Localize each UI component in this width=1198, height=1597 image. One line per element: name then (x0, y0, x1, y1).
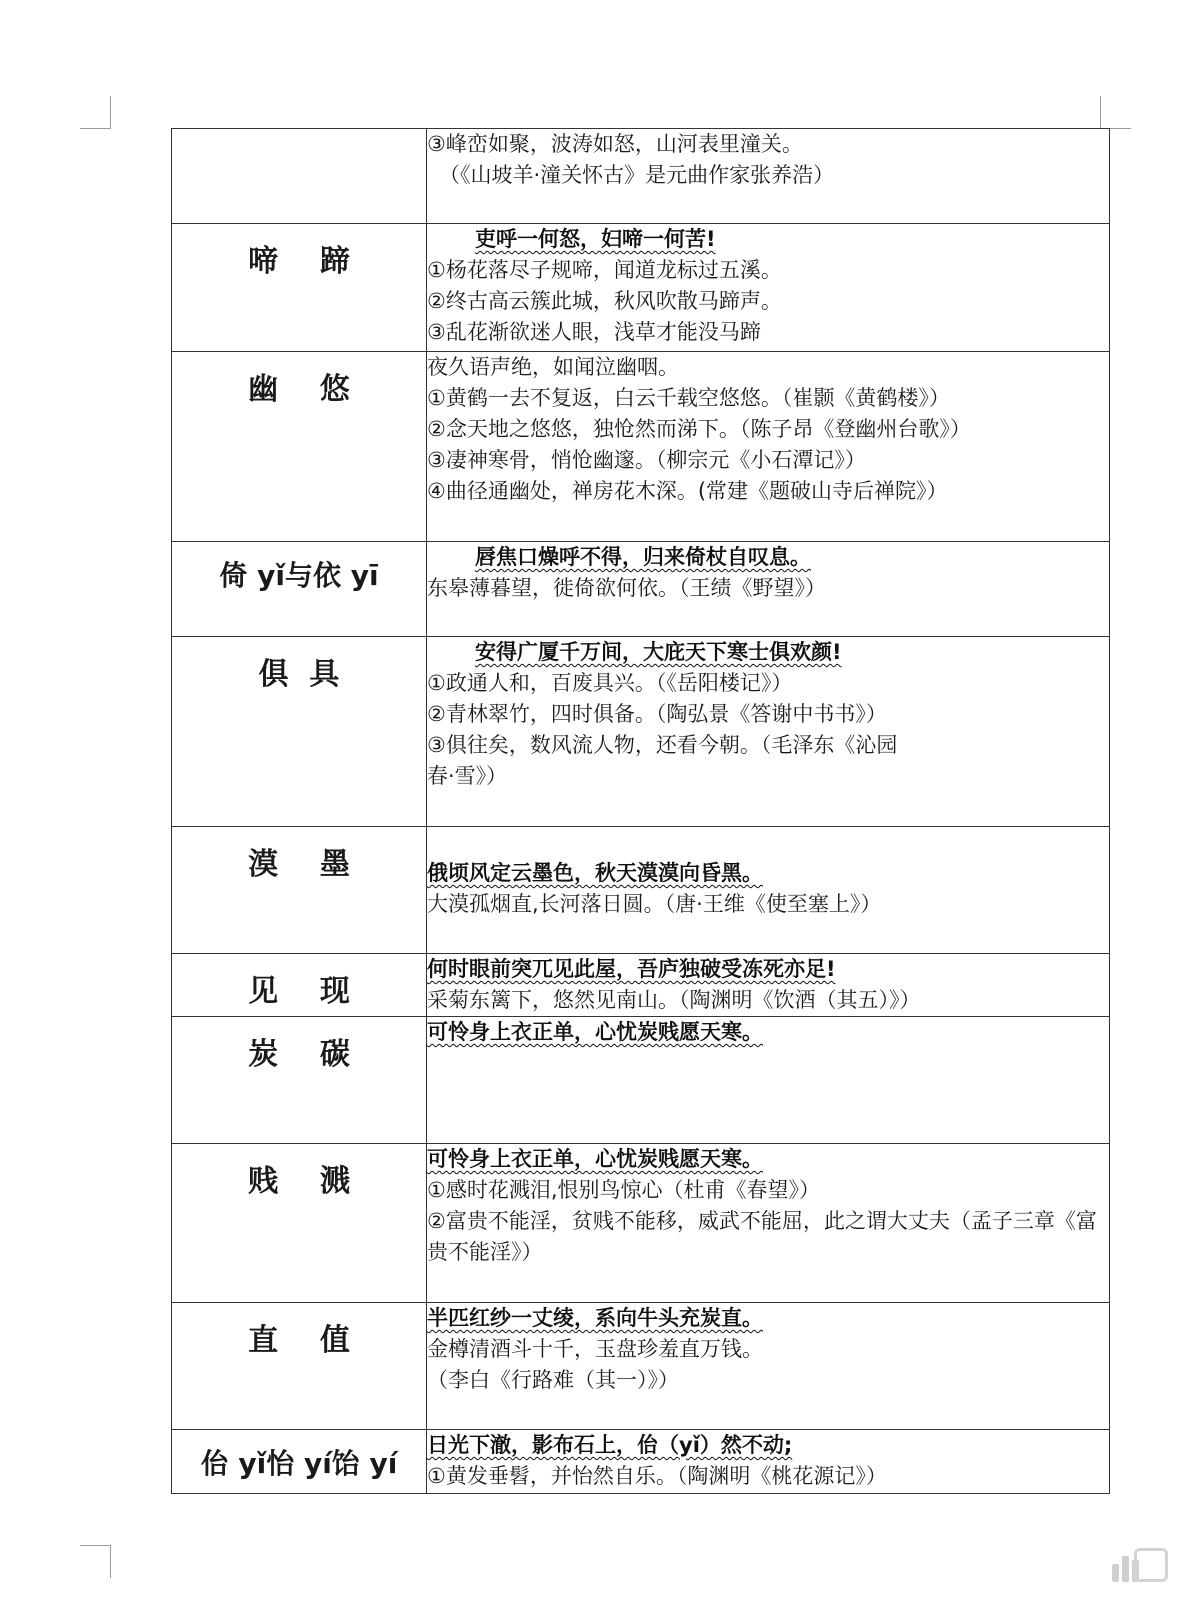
example-line: 金樽清酒斗十千，玉盘珍羞直万钱。 (427, 1337, 763, 1361)
key-sentence: 何时眼前突兀见此屋，吾庐独破受冻死亦足! (427, 957, 836, 981)
key-sentence: 吏呼一何怒，妇啼一何苦! (475, 227, 716, 251)
key-sentence: 安得广厦千万间，大庇天下寒士俱欢颜! (475, 640, 842, 664)
spacer-line (427, 827, 1109, 858)
example-cell (427, 352, 1110, 542)
example-line: （李白《行路难（其一）》） (427, 1368, 679, 1392)
example-line: ③峰峦如聚，波涛如怒，山河表里潼关。 (427, 132, 803, 156)
example-line: ③乱花渐欲迷人眼，浅草才能没马蹄 (427, 320, 761, 344)
key-sentence: 可怜身上衣正单，心忧炭贱愿天寒。 (427, 1147, 763, 1171)
example-line: ①杨花落尽子规啼，闻道龙标过五溪。 (427, 258, 782, 282)
example-line: ②念天地之悠悠，独怆然而涕下。（陈子昂《登幽州台歌》） (427, 417, 971, 441)
term-cell (172, 224, 427, 352)
term-label (172, 129, 426, 141)
example-line: ②终古高云簇此城，秋风吹散马蹄声。 (427, 289, 782, 313)
table-row (172, 1017, 1110, 1144)
table-row (172, 827, 1110, 954)
table-row (172, 1144, 1110, 1303)
example-line: 夜久语声绝，如闻泣幽咽。 (427, 355, 679, 379)
example-line: （《山坡羊·潼关怀古》是元曲作家张养浩） (439, 163, 835, 187)
table-row (172, 1430, 1110, 1494)
example-line: ④曲径通幽处，禅房花木深。(常建《题破山寺后禅院》） (427, 479, 948, 503)
watermark-logo-icon (1112, 1540, 1168, 1588)
term-label: 俱 具 (258, 657, 340, 692)
term-label: 幽 悠 (248, 372, 350, 407)
crop-mark-bottom-left (80, 1545, 111, 1578)
term-cell (172, 129, 427, 224)
example-cell (427, 542, 1110, 637)
example-line: ③俱往矣，数风流人物，还看今朝。（毛泽东《沁园 (427, 733, 898, 757)
term-cell (172, 1303, 427, 1430)
term-cell (172, 542, 427, 637)
example-cell (427, 1017, 1110, 1144)
example-line: 东皋薄暮望，徙倚欲何依。（王绩《野望》） (427, 576, 826, 600)
vocabulary-table (171, 128, 1110, 1494)
table-row (172, 352, 1110, 542)
key-sentence: 俄顷风定云墨色，秋天漠漠向昏黑。 (427, 861, 763, 885)
key-sentence: 唇焦口燥呼不得，归来倚杖自叹息。 (475, 545, 811, 569)
table-row (172, 637, 1110, 827)
example-cell (427, 1303, 1110, 1430)
term-label: 倚 yǐ与依 yī (219, 559, 379, 592)
table-row (172, 954, 1110, 1017)
example-line: ①政通人和，百废具兴。（《岳阳楼记》） (427, 671, 793, 695)
term-label: 啼 蹄 (248, 244, 350, 279)
example-cell (427, 1430, 1110, 1494)
example-line: 大漠孤烟直,长河落日圆。（唐·王维《使至塞上》） (427, 892, 882, 916)
term-label: 佁 yǐ怡 yí饴 yí (200, 1447, 398, 1480)
table-row (172, 224, 1110, 352)
table-row (172, 129, 1110, 224)
term-cell (172, 637, 427, 827)
example-cell (427, 129, 1110, 224)
example-cell (427, 637, 1110, 827)
key-sentence: 日光下澈，影布石上，佁（yǐ）然不动; (427, 1433, 793, 1457)
crop-mark-top-right (1100, 96, 1131, 129)
term-cell (172, 1144, 427, 1303)
example-line: ①黄发垂髫，并怡然自乐。（陶渊明《桃花源记》） (427, 1464, 887, 1488)
term-label: 漠 墨 (248, 847, 350, 882)
table-row (172, 1303, 1110, 1430)
example-cell (427, 954, 1110, 1017)
term-cell (172, 954, 427, 1017)
term-label: 见 现 (248, 974, 350, 1009)
crop-mark-top-left (80, 96, 111, 129)
term-label: 直 值 (248, 1323, 350, 1358)
key-sentence: 半匹红纱一丈绫，系向牛头充炭直。 (427, 1306, 763, 1330)
example-cell (427, 827, 1110, 954)
example-cell (427, 224, 1110, 352)
example-cell (427, 1144, 1110, 1303)
term-label: 贱 溅 (248, 1164, 350, 1199)
example-line: ②青林翠竹，四时俱备。（陶弘景《答谢中书书》） (427, 702, 887, 726)
term-label: 炭 碳 (248, 1037, 350, 1072)
term-cell (172, 1017, 427, 1144)
term-cell (172, 352, 427, 542)
term-cell (172, 827, 427, 954)
term-cell (172, 1430, 427, 1494)
example-line: ②富贵不能淫，贫贱不能移，威武不能屈，此之谓大丈夫（孟子三章《富贵不能淫》） (427, 1209, 1097, 1264)
example-line: ①感时花溅泪,恨别鸟惊心（杜甫《春望》） (427, 1178, 820, 1202)
example-line: 春·雪》） (427, 764, 508, 788)
table-row (172, 542, 1110, 637)
key-sentence: 可怜身上衣正单，心忧炭贱愿天寒。 (427, 1020, 763, 1044)
example-line: ①黄鹤一去不复返，白云千载空悠悠。（崔颢《黄鹤楼》） (427, 386, 950, 410)
example-line: ③凄神寒骨，悄怆幽邃。（柳宗元《小石潭记》） (427, 448, 866, 472)
example-line: 采菊东篱下，悠然见南山。（陶渊明《饮酒（其五）》） (427, 988, 921, 1012)
